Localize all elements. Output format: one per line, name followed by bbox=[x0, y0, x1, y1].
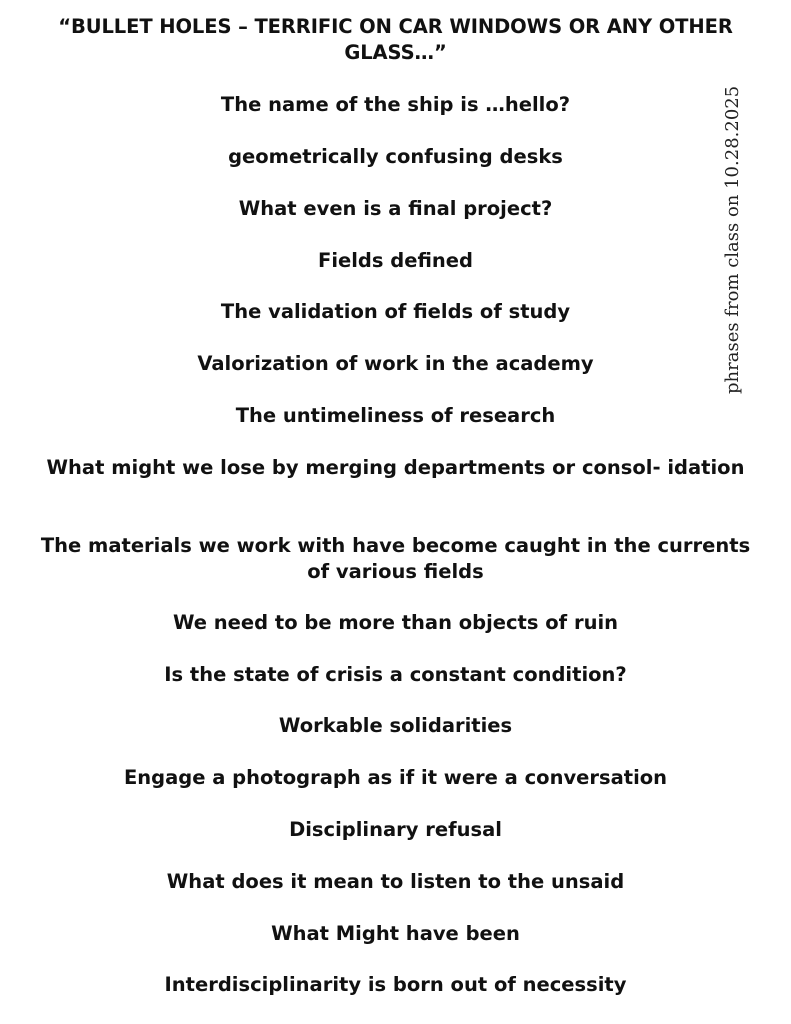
phrase-item: Workable solidarities bbox=[278, 714, 513, 737]
phrase-item: geometrically confusing desks bbox=[228, 145, 563, 168]
phrase-item: What might we lose by merging departments or consol- idation bbox=[46, 456, 745, 479]
phrase-item: Interdisciplinarity is born out of necessity bbox=[164, 973, 627, 996]
phrase-item: Engage a photograph as if it were a conversation bbox=[123, 766, 668, 789]
phrase-item: Fields defined bbox=[318, 249, 473, 272]
side-note: phrases from class on 10.28.2025 bbox=[722, 85, 743, 394]
phrase-item: Disciplinary refusal bbox=[289, 818, 502, 841]
phrase-item: What does it mean to listen to the unsaid bbox=[166, 870, 625, 893]
page-title: “BULLET HOLES – TERRIFIC ON CAR WINDOWS OR ANY OTHER GLASS…” bbox=[58, 15, 733, 64]
phrase-item: What Might have been bbox=[271, 922, 520, 945]
phrase-item: The name of the ship is …hello? bbox=[220, 93, 571, 116]
phrase-item: The materials we work with have become caught in the currents of various fields bbox=[40, 534, 751, 583]
phrase-item: We need to be more than objects of ruin bbox=[172, 611, 619, 634]
phrase-item: The validation of fields of study bbox=[220, 300, 571, 323]
phrase-item: Valorization of work in the academy bbox=[197, 352, 594, 375]
phrase-item: What even is a final project? bbox=[238, 197, 553, 220]
phrase-item: Is the state of crisis a constant condition? bbox=[164, 663, 627, 686]
phrase-item: The untimeliness of research bbox=[235, 404, 556, 427]
